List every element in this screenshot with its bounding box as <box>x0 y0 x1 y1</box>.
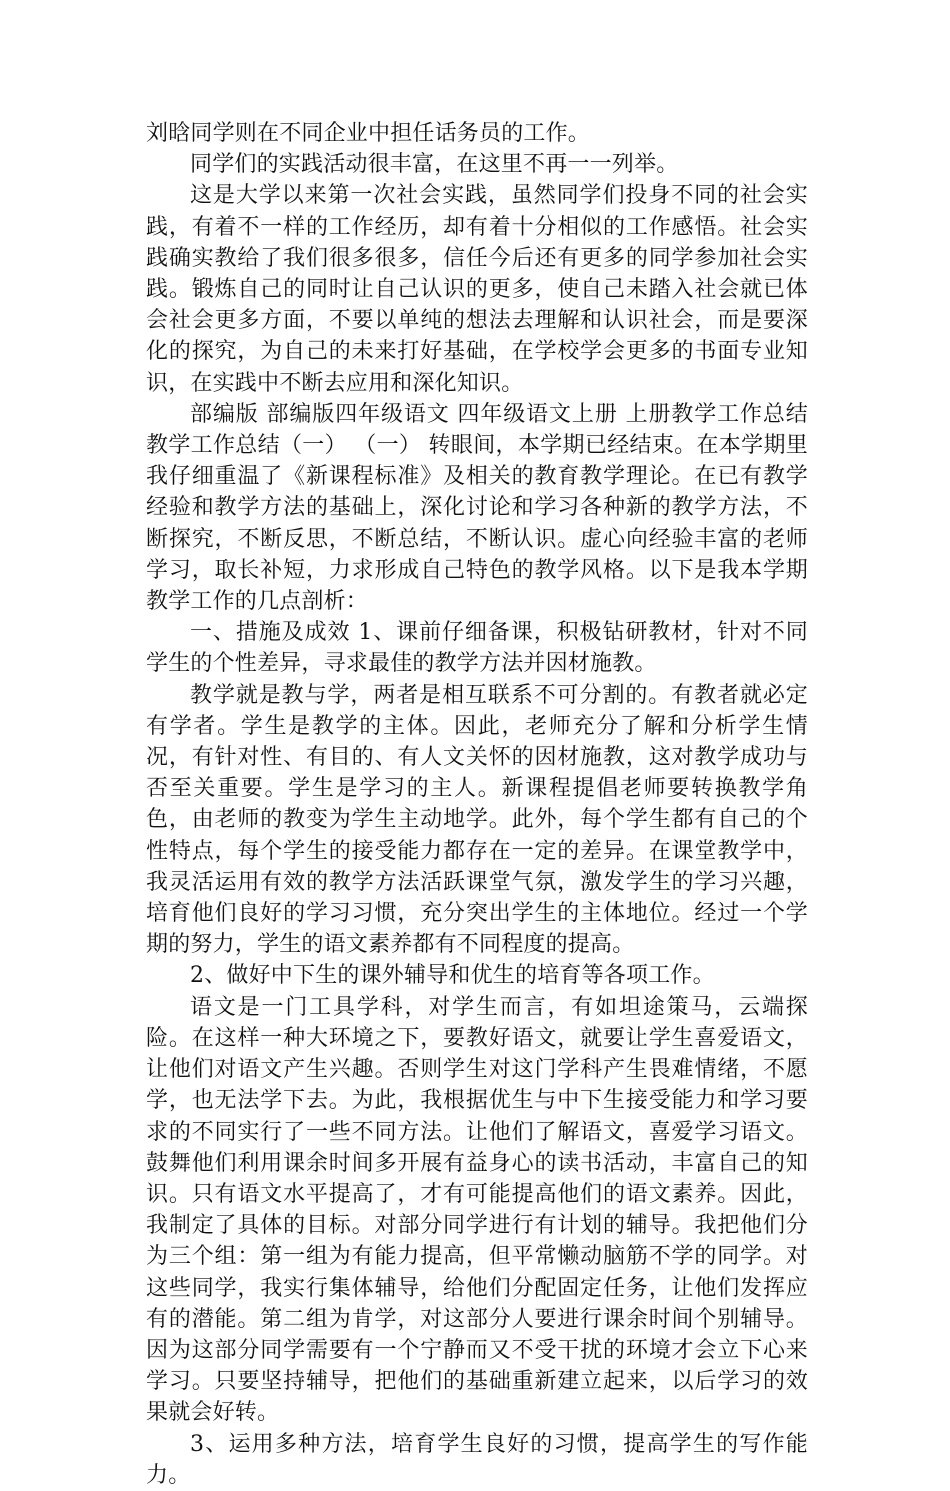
paragraph-2: 同学们的实践活动很丰富，在这里不再一一列举。 <box>190 152 679 178</box>
paragraph-9: 3、运用多种方法，培育学生良好的习惯，提高学生的写作能力。 <box>146 1431 808 1488</box>
paragraph-7: 2、做好中下生的课外辅导和优生的培育等各项工作。 <box>190 963 715 989</box>
paragraph-5: 一、措施及成效 1、课前仔细备课，积极钻研教材，针对不同学生的个性差异，寻求最佳的教学方法并因材施教。 <box>146 620 808 677</box>
paragraph-8: 语文是一门工具学科，对学生而言，有如坦途策马，云端探险。在这样一种大环境之下，要教好语文，就要让学生喜爱语文，让他们对语文产生兴趣。否则学生对这门学科产生畏难情绪，不愿学，也无法学下去。为此，我根据优生与中下生接受能力和学习要求的不同实行了一些不同方法。让他们了解语文，喜爱学习语文。鼓舞他们利用课余时间多开展有益身心的读书活动，丰富自己的知识。只有语文水平提高了，才有可能提高他们的语文素养。因此，我制定了具体的目标。对部分同学进行有计划的辅导。我把他们分为三个组：第一组为有能力提高，但平常懒动脑筋不学的同学。对这些同学，我实行集体辅导，给他们分配固定任务，让他们发挥应有的潜能。第二组为肯学，对这部分人要进行课余时间个别辅导。因为这部分同学需要有一个宁静而又不受干扰的环境才会立下心来学习。只要坚持辅导，把他们的基础重新建立起来，以后学习的效果就会好转。 <box>146 994 808 1426</box>
paragraph-6: 教学就是教与学，两者是相互联系不可分割的。有教者就必定有学者。学生是教学的主体。因此，老师充分了解和分析学生情况，有针对性、有目的、有人文关怀的因材施教，这对教学成功与否至关重要。学生是学习的主人。新课程提倡老师要转换教学角色，由老师的教变为学生主动地学。此外，每个学生都有自己的个性特点，每个学生的接受能力都存在一定的差异。在课堂教学中，我灵活运用有效的教学方法活跃课堂气氛，激发学生的学习兴趣，培育他们良好的学习习惯，充分突出学生的主体地位。经过一个学期的努力，学生的语文素养都有不同程度的提高。 <box>146 682 808 958</box>
document-body <box>146 118 808 1491</box>
paragraph-4: 部编版 部编版四年级语文 四年级语文上册 上册教学工作总结 教学工作总结（一） （一） 转眼间，本学期已经结束。在本学期里我仔细重温了《新课程标准》及相关的教育教学理论。在已有教学经验和教学方法的基础上，深化讨论和学习各种新的教学方法，不断探究，不断反思，不断总结，不断认识。虚心向经验丰富的老师学习，取长补短，力求形成自己特色的教学风格。以下是我本学期教学工作的几点剖析： <box>146 401 808 615</box>
paragraph-1: 刘晗同学则在不同企业中担任话务员的工作。 <box>146 121 591 146</box>
paragraph-3: 这是大学以来第一次社会实践，虽然同学们投身不同的社会实践，有着不一样的工作经历，却有着十分相似的工作感悟。社会实践确实教给了我们很多很多，信任今后还有更多的同学参加社会实践。锻炼自己的同时让自己认识的更多，使自己未踏入社会就已体会社会更多方面，不要以单纯的想法去理解和认识社会，而是要深化的探究，为自己的未来打好基础，在学校学会更多的书面专业知识，在实践中不断去应用和深化知识。 <box>146 183 808 396</box>
